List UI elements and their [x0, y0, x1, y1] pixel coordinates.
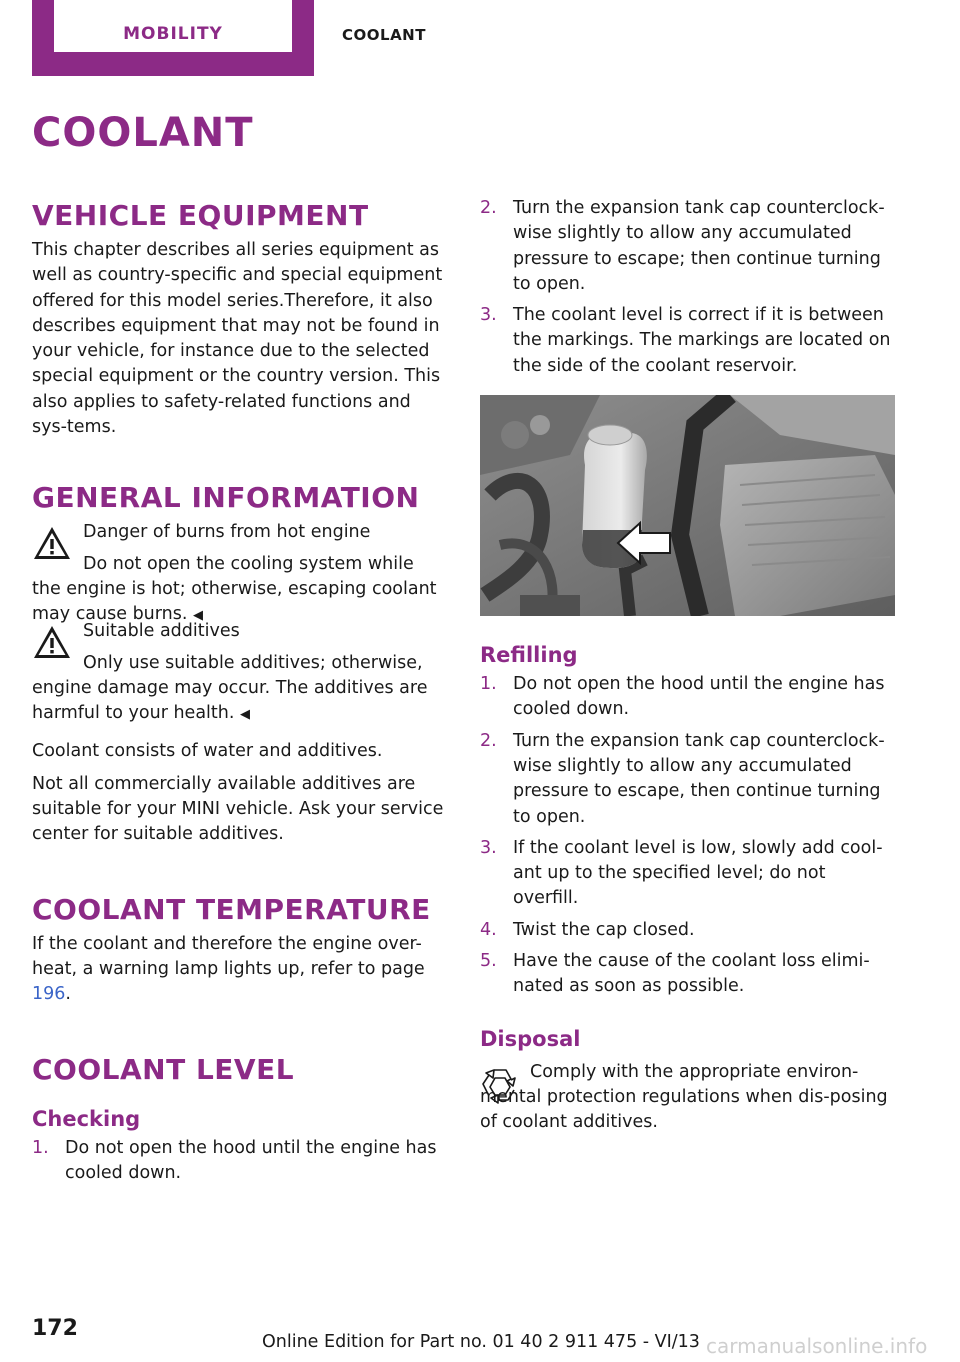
- warning-burns: [32, 520, 446, 628]
- warning-triangle-icon: [32, 623, 72, 663]
- list-item: 3. The coolant level is correct if it is between the markings. The markings are located on the side of the coolant reservoir.: [480, 305, 891, 376]
- coolant-level-heading: COOLANT LEVEL: [32, 1052, 295, 1086]
- watermark: carmanualsonline.info: [706, 1334, 928, 1358]
- checking-steps: [32, 1136, 446, 1187]
- section-tab-mobility[interactable]: [32, 0, 314, 76]
- vehicle-equipment-heading: VEHICLE EQUIPMENT: [32, 199, 369, 232]
- recycle-icon: [480, 1064, 520, 1104]
- checking-heading: Checking: [32, 1106, 141, 1131]
- additives-advice-text: Not all commercially available additives are suitable for your MINI vehicle. Ask your service center for suitable additives.: [32, 773, 444, 845]
- refilling-steps: [480, 672, 895, 1000]
- list-item: 1. Do not open the hood until the engine has cooled down.: [480, 674, 885, 720]
- left-column: [32, 196, 446, 1192]
- warning-additives-title: Suitable additives: [83, 621, 240, 642]
- list-item: 4. Twist the cap closed.: [480, 919, 695, 940]
- list-item: 2. Turn the expansion tank cap counterclock-wise slightly to allow any accumulated pressure to escape; then continue turning to open.: [480, 198, 885, 294]
- vehicle-equipment-text: This chapter describes all series equipment as well as country-specific and special equipment offered for this model series.Therefore, it also describes equipment that may not be found in your vehicle, for instance due to the selected special equipment or the country version. This also applies to safety-related functions and sys-tems.: [32, 240, 443, 438]
- refilling-heading: Refilling: [480, 643, 578, 668]
- warning-burns-text: Do not open the cooling system while the engine is hot; otherwise, escaping coolant may cause burns.: [32, 553, 437, 625]
- disposal-note: [480, 1060, 895, 1136]
- section-tab-coolant-label[interactable]: COOLANT: [342, 26, 426, 44]
- list-item: 5. Have the cause of the coolant loss elimi-nated as soon as possible.: [480, 951, 870, 997]
- warning-burns-title: Danger of burns from hot engine: [83, 522, 371, 543]
- warning-additives-text: Only use suitable additives; otherwise, engine damage may occur. The additives are harmful to your health.: [32, 652, 428, 724]
- coolant-reservoir-photo: [480, 395, 895, 616]
- right-column: [480, 196, 895, 1136]
- coolant-composition-text: Coolant consists of water and additives.: [32, 741, 383, 762]
- end-mark: ◀: [240, 707, 251, 723]
- general-information-heading: GENERAL INFORMATION: [32, 481, 420, 515]
- checking-steps-continued: [480, 196, 895, 379]
- page-number: 172: [32, 1316, 78, 1341]
- page-reference-link[interactable]: 196: [32, 984, 66, 1005]
- page-title: COOLANT: [32, 110, 254, 156]
- section-tab-mobility-label: MOBILITY: [123, 24, 223, 44]
- edition-note: Online Edition for Part no. 01 40 2 911 475 - VI/13: [262, 1332, 700, 1352]
- disposal-text: Comply with the appropriate environ-mental protection regulations when dis-posing of coolant additives.: [480, 1061, 888, 1133]
- warning-triangle-icon: [32, 524, 72, 564]
- coolant-temperature-heading: COOLANT TEMPERATURE: [32, 892, 431, 926]
- list-item: 1. Do not open the hood until the engine has cooled down.: [32, 1137, 437, 1183]
- end-mark: ◀: [193, 608, 204, 624]
- disposal-heading: Disposal: [480, 1026, 581, 1051]
- list-item: 3. If the coolant level is low, slowly add cool-ant up to the specified level; do not overfill.: [480, 837, 883, 909]
- list-item: 2. Turn the expansion tank cap counterclock-wise slightly to allow any accumulated pressure to escape, then continue turning to open.: [480, 730, 885, 827]
- warning-additives: [32, 619, 446, 727]
- coolant-temperature-text: If the coolant and therefore the engine over-heat, a warning lamp lights up, refer to page 196.: [32, 933, 425, 1005]
